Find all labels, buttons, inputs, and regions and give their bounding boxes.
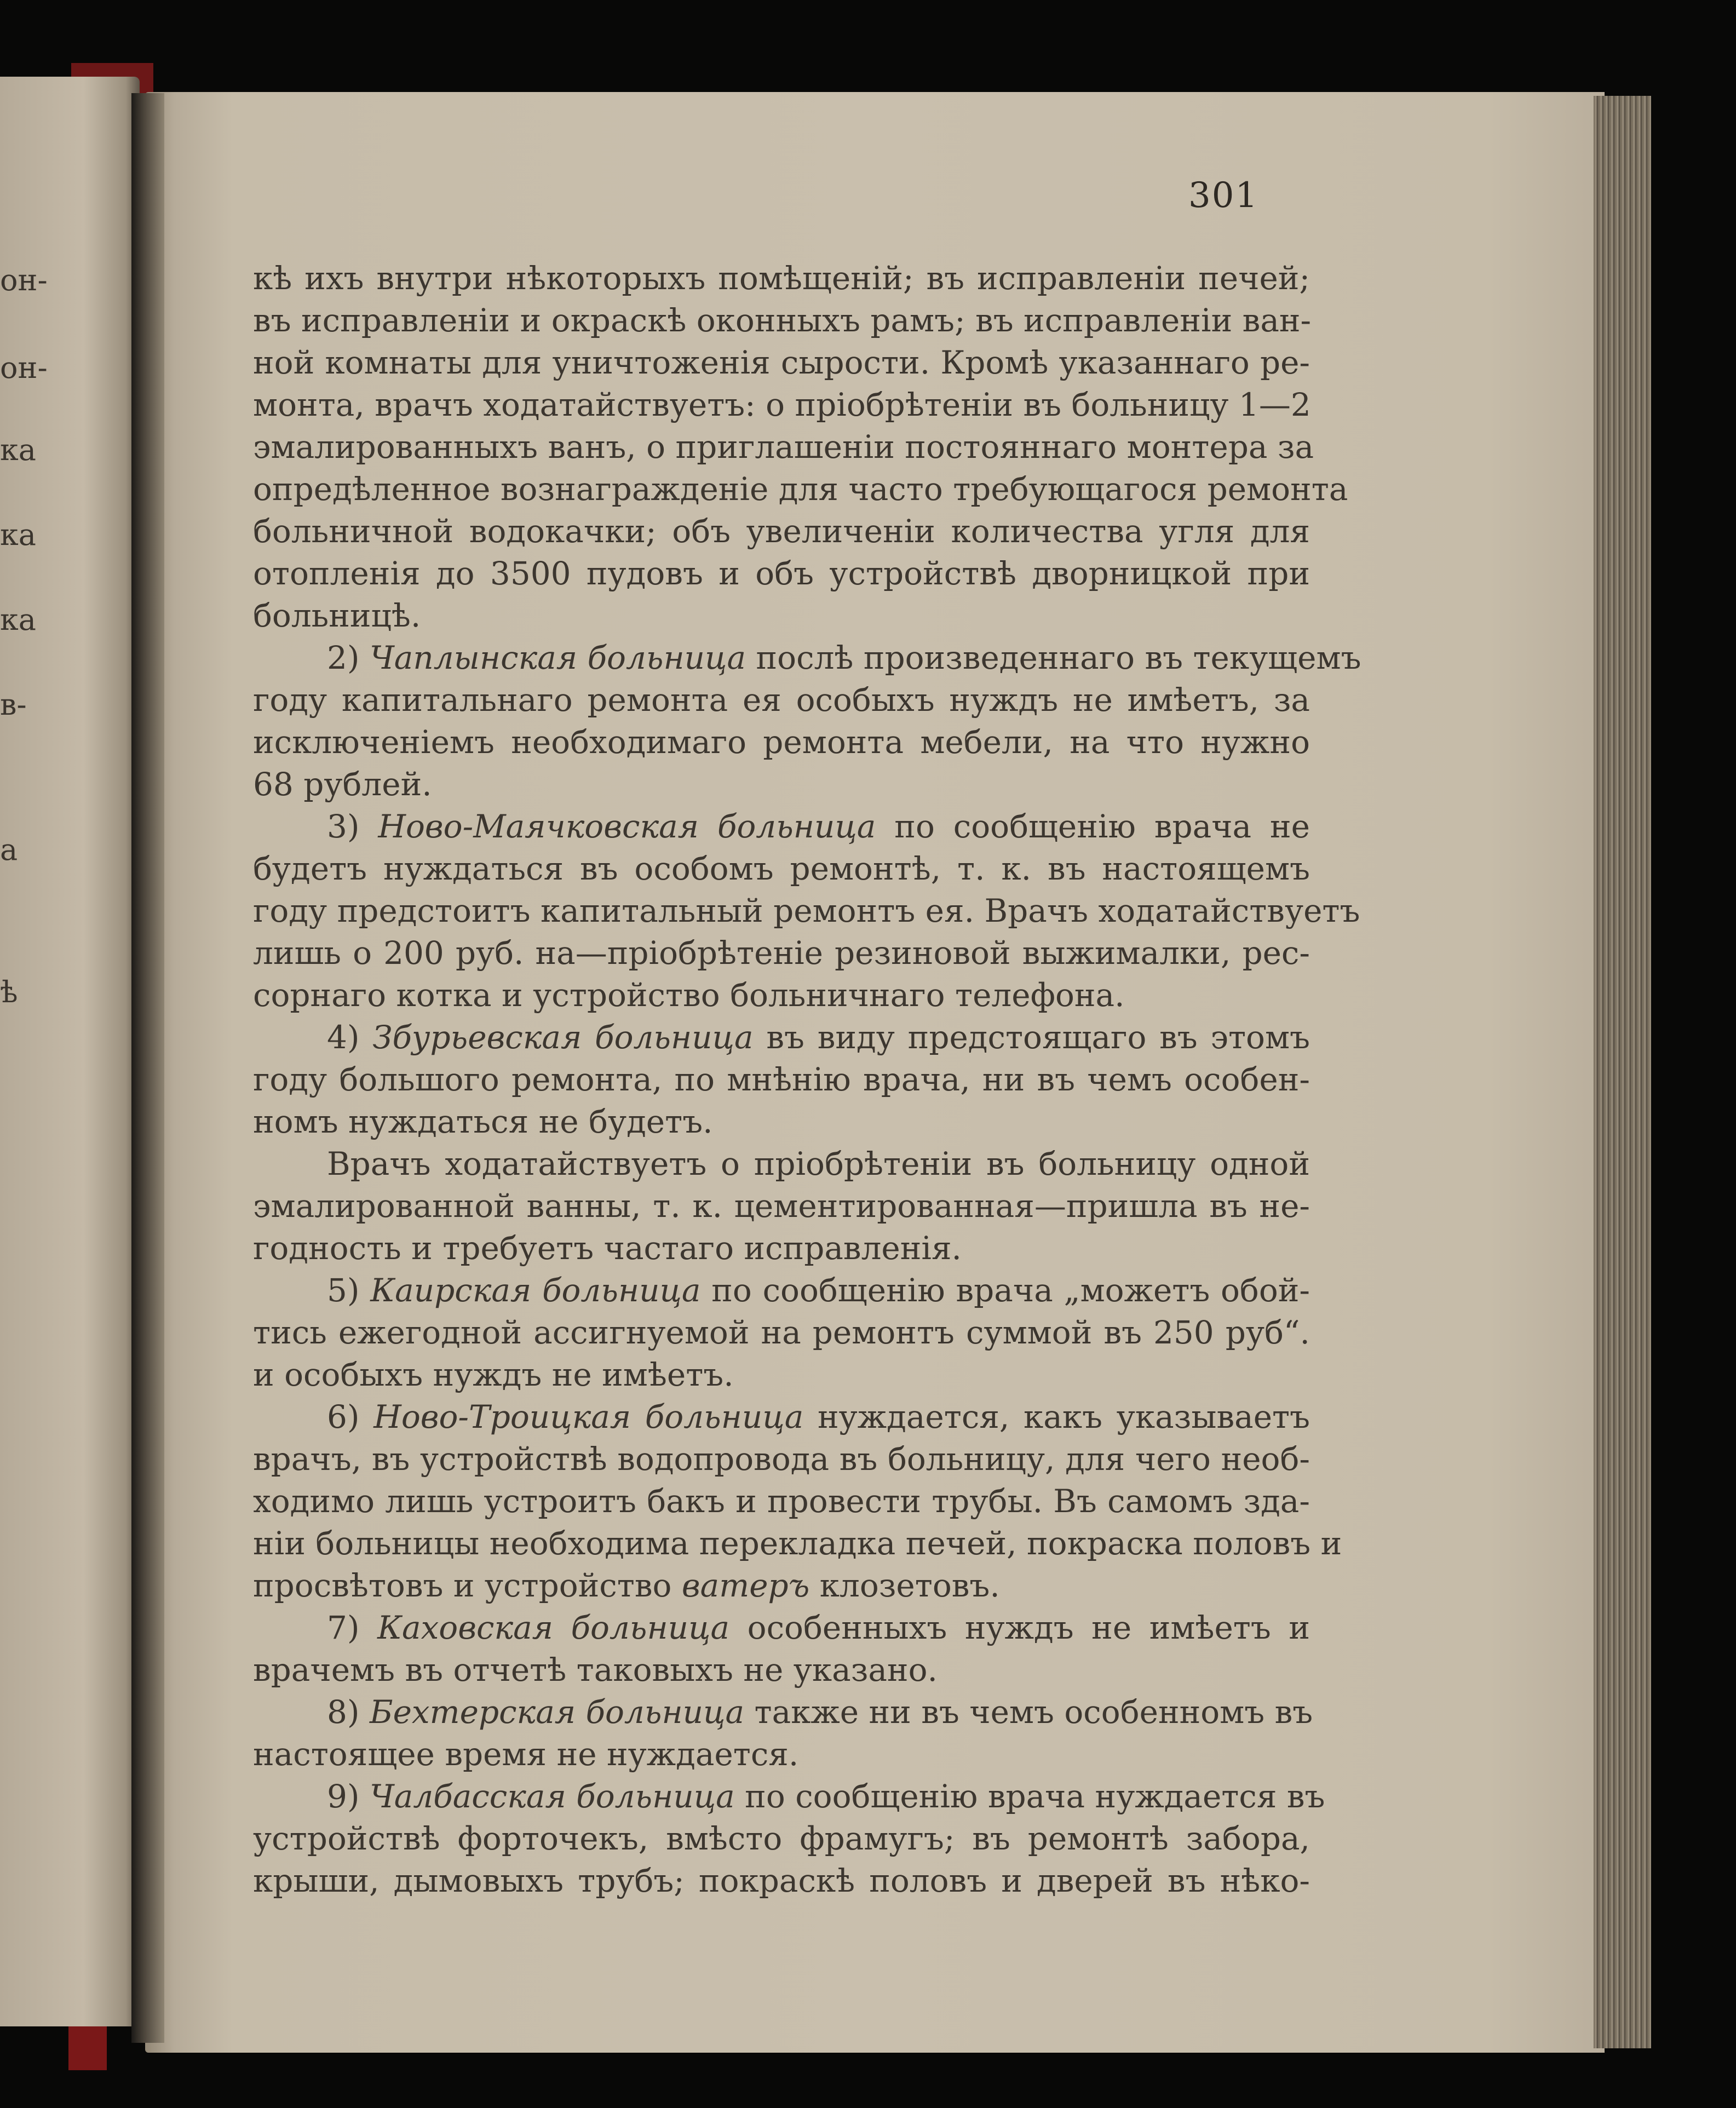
left-page-fragment: в- xyxy=(0,687,27,722)
text-segment: 3) xyxy=(327,808,378,845)
text-segment: въ виду предстоящаго въ этомъ xyxy=(753,1019,1310,1056)
text-segment: 2) xyxy=(327,639,370,676)
text-line: больничной водокачки; объ увеличеніи количества угля для xyxy=(253,513,1310,550)
text-line: сорнаго котка и устройство больничнаго телефона. xyxy=(253,977,1125,1014)
text-line: эмалированныхъ ванъ, о приглашеніи постояннаго монтера за xyxy=(253,428,1314,466)
text-line: настоящее время не нуждается. xyxy=(253,1736,799,1773)
hospital-name: Каирская больница xyxy=(370,1272,701,1309)
text-line: лишь о 200 руб. на—пріобрѣтеніе резиновой выжималки, рес- xyxy=(253,934,1310,972)
text-segment: по сообщенію врача нуждается въ xyxy=(734,1778,1325,1815)
text-line: врачемъ въ отчетѣ таковыхъ не указано. xyxy=(253,1651,938,1688)
text-segment: клозетовъ. xyxy=(809,1567,1000,1604)
text-segment: 4) xyxy=(327,1019,373,1056)
text-segment: 7) xyxy=(327,1609,378,1646)
left-page-fragment: ка xyxy=(0,518,36,552)
left-page-fragment: ка xyxy=(0,433,36,467)
text-line: врачъ, въ устройствѣ водопровода въ больницу, для чего необ- xyxy=(253,1440,1310,1478)
text-segment: особенныхъ нуждъ не имѣетъ и xyxy=(729,1609,1310,1646)
text-line: устройствѣ форточекъ, вмѣсто фрамугъ; въ ремонтѣ забора, xyxy=(253,1820,1310,1857)
text-line xyxy=(253,637,1361,679)
text-line: тись ежегодной ассигнуемой на ремонтъ суммой въ 250 руб“. xyxy=(253,1314,1310,1351)
text-segment: послѣ произведеннаго въ текущемъ xyxy=(746,639,1361,676)
text-line xyxy=(253,1565,1310,1607)
text-line xyxy=(253,806,1310,848)
book-edge-red-bottom xyxy=(68,2026,107,2070)
text-line xyxy=(253,1396,1310,1438)
text-segment: по сообщенію врача „можетъ обой- xyxy=(700,1272,1310,1309)
hospital-name: Бехтерская больница xyxy=(369,1693,745,1731)
text-line: въ исправленіи и окраскѣ оконныхъ рамъ; въ исправленіи ван- xyxy=(253,302,1312,339)
hospital-name: Ново-Маячковская больница xyxy=(378,808,876,845)
text-line: ходимо лишь устроитъ бакъ и провести трубы. Въ самомъ зда- xyxy=(253,1483,1310,1520)
text-line: Врачъ ходатайствуетъ о пріобрѣтеніи въ больницу одной xyxy=(327,1145,1310,1182)
text-line xyxy=(253,1691,1313,1733)
text-line: 68 рублей. xyxy=(253,766,432,803)
hospital-name: Чаплынская больница xyxy=(369,639,746,676)
text-line: номъ нуждаться не будетъ. xyxy=(253,1103,713,1140)
text-segment: 9) xyxy=(327,1778,370,1815)
page-number: 301 xyxy=(1188,175,1259,216)
text-line: отопленія до 3500 пудовъ и объ устройствѣ дворницкой при xyxy=(253,555,1310,592)
text-line: опредѣленное вознагражденіе для часто требующагося ремонта xyxy=(253,470,1348,508)
left-page xyxy=(0,77,140,2026)
text-line xyxy=(253,1270,1310,1312)
text-line: эмалированной ванны, т. к. цементированная—пришла въ не- xyxy=(253,1187,1310,1225)
text-line: больницѣ. xyxy=(253,597,421,634)
book-gutter xyxy=(131,93,164,2043)
text-segment: также ни въ чемъ особенномъ въ xyxy=(744,1693,1313,1731)
text-line: ной комнаты для уничтоженія сырости. Кромѣ указаннаго ре- xyxy=(253,344,1310,381)
text-line xyxy=(253,1607,1310,1649)
hospital-name: Чалбасская больница xyxy=(369,1778,735,1815)
text-line xyxy=(253,1016,1310,1059)
text-line: исключеніемъ необходимаго ремонта мебели, на что нужно xyxy=(253,723,1310,761)
left-page-fragment: он- xyxy=(0,351,48,385)
body-text xyxy=(253,257,1361,1902)
hospital-name: ватеръ xyxy=(681,1567,810,1604)
text-segment: нуждается, какъ указываетъ xyxy=(803,1398,1310,1435)
text-segment: 5) xyxy=(327,1272,371,1309)
hospital-name: Збурьевская больница xyxy=(372,1019,754,1056)
left-page-fragment: ѣ xyxy=(0,975,18,1009)
left-page-fragment: а xyxy=(0,832,18,867)
text-line: году предстоитъ капитальный ремонтъ ея. Врачъ ходатайствуетъ xyxy=(253,892,1360,929)
left-page-fragment: ка xyxy=(0,602,36,637)
text-line: году капитальнаго ремонта ея особыхъ нуждъ не имѣетъ, за xyxy=(253,681,1310,719)
text-segment: по сообщенію врача не xyxy=(876,808,1310,845)
text-line: крыши, дымовыхъ трубъ; покраскѣ половъ и дверей въ нѣко- xyxy=(253,1862,1310,1899)
text-line: монта, врачъ ходатайствуетъ: о пріобрѣтеніи въ больницу 1—2 xyxy=(253,386,1311,423)
text-line: ніи больницы необходима перекладка печей, покраска половъ и xyxy=(253,1525,1342,1562)
hospital-name: Ново-Троицкая больница xyxy=(373,1398,804,1435)
page-edges xyxy=(1594,96,1651,2048)
text-segment: просвѣтовъ и устройство xyxy=(253,1567,682,1604)
text-line: кѣ ихъ внутри нѣкоторыхъ помѣщеній; въ исправленіи печей; xyxy=(253,260,1310,297)
text-segment: 8) xyxy=(327,1693,370,1731)
hospital-name: Каховская больница xyxy=(377,1609,730,1646)
text-line: и особыхъ нуждъ не имѣетъ. xyxy=(253,1356,734,1393)
text-line: будетъ нуждаться въ особомъ ремонтѣ, т. к. въ настоящемъ xyxy=(253,850,1310,887)
left-page-fragment: он- xyxy=(0,263,48,297)
text-line: годность и требуетъ частаго исправленія. xyxy=(253,1230,962,1267)
text-line xyxy=(253,1776,1325,1818)
text-segment: 6) xyxy=(327,1398,374,1435)
text-line: году большого ремонта, по мнѣнію врача, ни въ чемъ особен- xyxy=(253,1061,1310,1098)
